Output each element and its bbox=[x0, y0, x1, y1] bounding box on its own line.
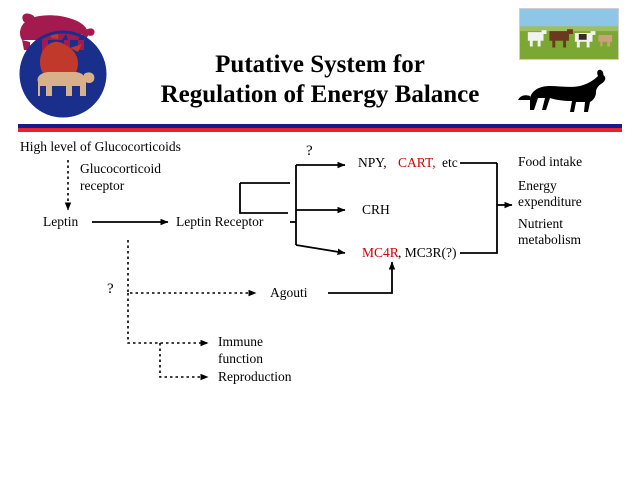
node-crh: CRH bbox=[362, 202, 390, 217]
node-mc3r: , MC3R(?) bbox=[398, 245, 457, 260]
node-cart: CART, bbox=[398, 155, 436, 170]
node-leptin: Leptin bbox=[43, 214, 79, 229]
node-energy-expenditure-line1: Energy bbox=[518, 178, 557, 193]
node-nutrient-metabolism-line2: metabolism bbox=[518, 232, 581, 247]
node-immune-function-line1: Immune bbox=[218, 334, 263, 349]
node-agouti: Agouti bbox=[270, 285, 308, 300]
node-food-intake: Food intake bbox=[518, 154, 583, 169]
node-energy-expenditure-line2: expenditure bbox=[518, 194, 582, 209]
node-gc-receptor-line2: receptor bbox=[80, 178, 125, 193]
node-etc: etc bbox=[442, 155, 458, 170]
node-npy: NPY, bbox=[358, 155, 387, 170]
node-immune-function-line2: function bbox=[218, 351, 263, 366]
title-line-2: Regulation of Energy Balance bbox=[160, 81, 480, 108]
node-glucocorticoids: High level of Glucocorticoids bbox=[20, 139, 181, 154]
title-line-1: Putative System for bbox=[215, 51, 425, 78]
question-mark-top: ? bbox=[306, 143, 313, 159]
question-mark-left: ? bbox=[107, 281, 114, 297]
node-leptin-receptor: Leptin Receptor bbox=[176, 214, 264, 229]
node-nutrient-metabolism-line1: Nutrient bbox=[518, 216, 563, 231]
node-gc-receptor-line1: Glucocorticoid bbox=[80, 161, 161, 176]
node-mc4r: MC4R bbox=[362, 245, 399, 260]
node-reproduction: Reproduction bbox=[218, 369, 292, 384]
